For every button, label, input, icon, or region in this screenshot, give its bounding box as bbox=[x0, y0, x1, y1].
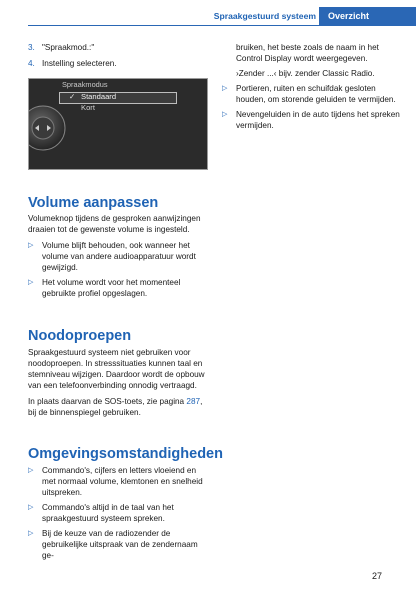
heading-noodoproepen: Noodoproepen bbox=[28, 328, 132, 344]
list-item bbox=[28, 277, 208, 299]
page-number: 27 bbox=[372, 571, 383, 581]
steps-list bbox=[28, 42, 208, 74]
bullet-text: Nevengeluiden in de auto tijdens het spreken vermijden. bbox=[236, 110, 400, 130]
list-item bbox=[28, 502, 208, 524]
list-item bbox=[28, 240, 208, 273]
page-reference-link[interactable]: 287 bbox=[186, 397, 201, 406]
bullet-triangle-icon: ▷ bbox=[28, 530, 34, 537]
step-item bbox=[28, 42, 208, 53]
list-item bbox=[222, 109, 402, 131]
step-number: 3. bbox=[28, 43, 35, 52]
bullet-text: Het volume wordt voor het momenteel gebruikte profiel opgeslagen. bbox=[42, 278, 181, 298]
sos-text: In plaats daarvan de SOS-toets, zie pagina bbox=[28, 397, 187, 406]
environment-section bbox=[28, 461, 208, 561]
example-text: ›Zender ...‹ bijv. zender Classic Radio. bbox=[236, 69, 375, 78]
bullet-text: Bij de keuze van de radiozender de gebruikelijke uitspraak van de zendernaam ge- bbox=[42, 529, 198, 560]
control-display-screenshot bbox=[28, 78, 208, 170]
step-number: 4. bbox=[28, 59, 35, 68]
step-text: "Spraakmod.:" bbox=[42, 43, 95, 52]
volume-intro: Volumeknop tijdens de gesproken aanwijzingen draaien tot de gewenste volume is ingesteld. bbox=[28, 214, 201, 234]
bullet-triangle-icon: ▷ bbox=[28, 504, 34, 511]
option-kort[interactable]: Kort bbox=[81, 103, 95, 112]
list-item bbox=[28, 528, 208, 561]
screen-title: Spraakmodus bbox=[62, 80, 108, 89]
bullet-triangle-icon: ▷ bbox=[28, 279, 34, 286]
sos-text-end: , bij de binnenspiegel gebruiken. bbox=[28, 397, 203, 417]
step-item bbox=[28, 58, 208, 69]
heading-volume: Volume aanpassen bbox=[28, 195, 159, 211]
emergency-section bbox=[28, 347, 208, 423]
bullet-triangle-icon: ▷ bbox=[28, 467, 34, 474]
header-tab-overzicht[interactable]: Overzicht bbox=[319, 7, 416, 25]
bullet-text: Portieren, ruiten en schuifdak gesloten houden, om storende geluiden te vermijden. bbox=[236, 84, 396, 104]
list-item bbox=[28, 465, 208, 498]
running-header-section: Spraakgestuurd systeem bbox=[213, 11, 316, 21]
right-column bbox=[222, 42, 402, 131]
bullet-text: Commando's, cijfers en letters vloeiend en met normaal volume, klemtonen en snelheid uitspreken. bbox=[42, 466, 203, 497]
bullet-triangle-icon: ▷ bbox=[222, 85, 228, 92]
bullet-text: Volume blijft behouden, ook wanneer het volume van andere audioapparatuur wordt gewijzigd. bbox=[42, 241, 196, 272]
checkmark-icon: ✓ bbox=[69, 92, 76, 101]
emergency-sos-paragraph bbox=[28, 396, 208, 418]
heading-omgevingsomstandigheden: Omgevingsomstandigheden bbox=[28, 446, 223, 462]
emergency-paragraph: Spraakgestuurd systeem niet gebruiken voor noodoproepen. In stresssituaties kunnen taal en stemniveau wijzigen. Daardoor wordt de opbouw van een telefoonverbinding onnodig vertraagd. bbox=[28, 348, 205, 390]
list-item bbox=[222, 83, 402, 105]
bullet-text: Commando's altijd in de taal van het spraakgestuurd systeem spreken. bbox=[42, 503, 174, 523]
continuation-text: bruiken, het beste zoals de naam in het Control Display wordt weergegeven. bbox=[236, 43, 379, 63]
option-standaard[interactable]: Standaard bbox=[81, 92, 117, 101]
selected-option-highlight bbox=[59, 92, 177, 104]
header-rule bbox=[28, 25, 416, 26]
volume-section bbox=[28, 213, 208, 299]
bullet-triangle-icon: ▷ bbox=[222, 111, 228, 118]
bullet-triangle-icon: ▷ bbox=[28, 242, 34, 249]
step-text: Instelling selecteren. bbox=[42, 59, 117, 68]
